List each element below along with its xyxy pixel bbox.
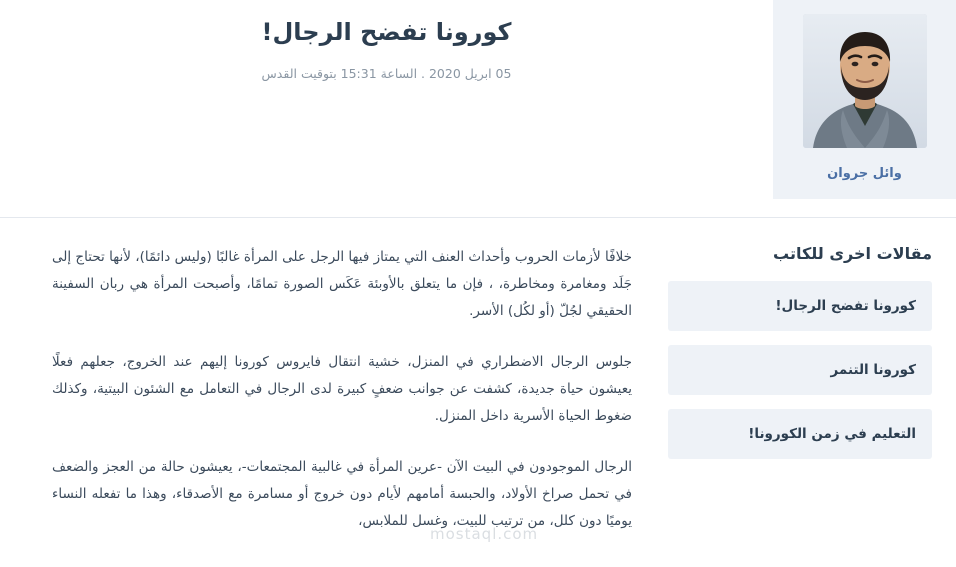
related-articles-sidebar <box>656 244 956 559</box>
watermark: mostaql.com <box>430 525 539 543</box>
article-paragraph: الرجال الموجودون في البيت الآن -عرين المرأة في غالبية المجتمعات-، يعيشون حالة من العجز والضعف في تحمل صراخ الأولاد، والحبسة أمامهم لأيام دون خروج أو مسامرة مع الأصدقاء، وهذا ما تفعله النساء يوميًا دون كلل، من ترتيب للبيت، وغسل للملابس، <box>52 459 632 529</box>
article-header <box>0 0 773 199</box>
list-item[interactable]: كورونا التنمر <box>668 345 932 395</box>
article-paragraph: جلوس الرجال الاضطراري في المنزل، خشية انتقال فايروس كورونا إليهم عند الخروج، جعلهم فعلًا يعيشون حياة جديدة، كشفت عن جوانب ضعفٍ كبيرة لدى الرجال في التعامل مع الشئون البيتية، وكذلك ضغوط الحياة الأسرية داخل المنزل. <box>52 354 632 424</box>
author-name[interactable]: وائل جروان <box>827 166 902 181</box>
avatar <box>803 14 927 148</box>
header-region <box>0 0 956 199</box>
article-date: 05 ابريل 2020 . الساعة 15:31 بتوقيت القدس <box>261 65 512 81</box>
content-region <box>0 218 956 559</box>
page-title: كورونا تفضح الرجال! <box>261 18 512 46</box>
article-body <box>16 244 656 559</box>
sidebar-heading: مقالات اخرى للكاتب <box>773 244 932 263</box>
article-paragraph: خلافًا لأزمات الحروب وأحداث العنف التي يمتاز فيها الرجل على المرأة غالبًا (وليس دائمًا)، لأنها تحتاج إلى جَلَد ومغامرة ومخاطرة، ، فإن ما يتعلق بالأوبئة عَكَس الصورة تمامًا، وأصبحت المرأة هي ربان السفينة الحقيقي لجُلّ (أو لكُل) الأسر. <box>52 249 632 319</box>
list-item[interactable]: كورونا تفضح الرجال! <box>668 281 932 331</box>
author-portrait-image <box>803 14 927 148</box>
list-item[interactable]: التعليم في زمن الكورونا! <box>668 409 932 459</box>
author-card <box>773 0 956 199</box>
